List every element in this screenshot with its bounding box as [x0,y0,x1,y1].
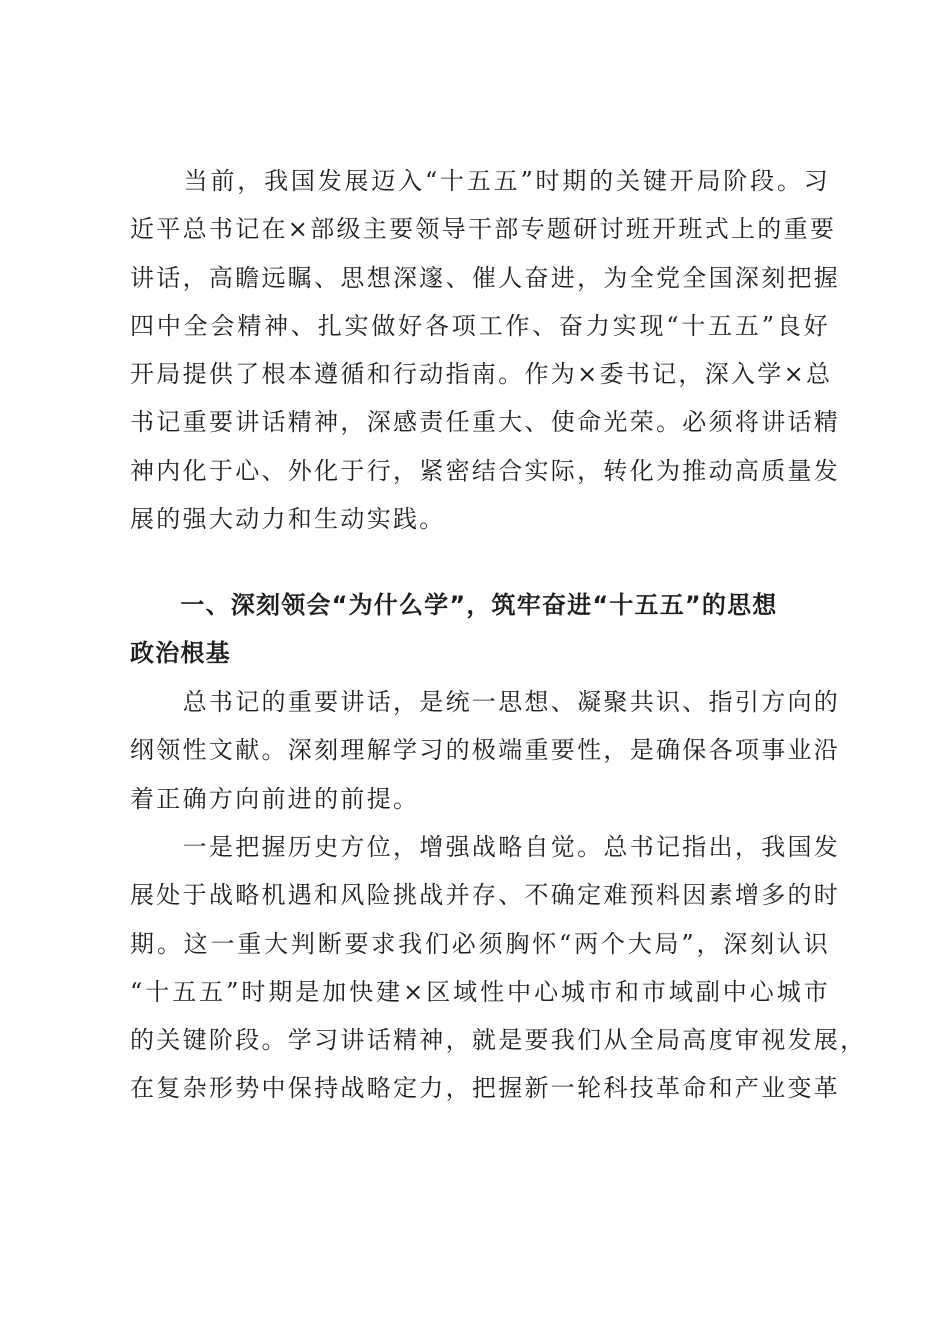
text-line: 总书记的重要讲话，是统一思想、凝聚共识、指引方向的 [130,688,841,716]
text-line: 开局提供了根本遵循和行动指南。作为×委书记，深入学×总 [130,360,833,389]
text-line: 一是把握历史方位，增强战略自觉。总书记指出，我国发 [130,833,841,861]
section-heading-1 [130,581,830,678]
section-1-paragraph-1 [130,678,841,823]
text-line: 期。这一重大判断要求我们必须胸怀“两个大局”，深刻认识 [130,929,830,958]
text-line: 的关键阶段。学习讲话精神，就是要我们从全局高度审视发展， [130,1026,867,1055]
text-line: 神内化于心、外化于行，紧密结合实际，转化为推动高质量发 [130,456,841,485]
text-line: 纲领性文献。深刻理解学习的极端重要性，是确保各项事业沿 [130,736,841,765]
text-line: 在复杂形势中保持战略定力，把握新一轮科技革命和产业变革 [130,1074,841,1103]
text-line: 着正确方向前进的前提。 [130,784,420,813]
heading-line: 一、深刻领会“为什么学”，筑牢奋进“十五五”的思想 [130,591,778,619]
text-line: 四中全会精神、扎实做好各项工作、奋力实现“十五五”良好 [130,311,830,340]
text-line: 当前，我国发展迈入“十五五”时期的关键开局阶段。习 [130,167,830,195]
text-line: 展处于战略机遇和风险挑战并存、不确定难预料因素增多的时 [130,881,841,910]
text-line: “十五五”时期是加快建×区域性中心城市和市域副中心城市 [130,977,830,1006]
text-line: 书记重要讲话精神，深感责任重大、使命光荣。必须将讲话精 [130,408,841,437]
heading-line: 政治根基 [130,639,231,668]
section-1-paragraph-2 [130,823,867,1113]
intro-paragraph [130,157,841,543]
text-line: 讲话，高瞻远瞩、思想深邃、催人奋进，为全党全国深刻把握 [130,263,841,292]
text-line: 近平总书记在×部级主要领导干部专题研讨班开班式上的重要 [130,215,837,244]
text-line: 展的强大动力和生动实践。 [130,505,446,534]
